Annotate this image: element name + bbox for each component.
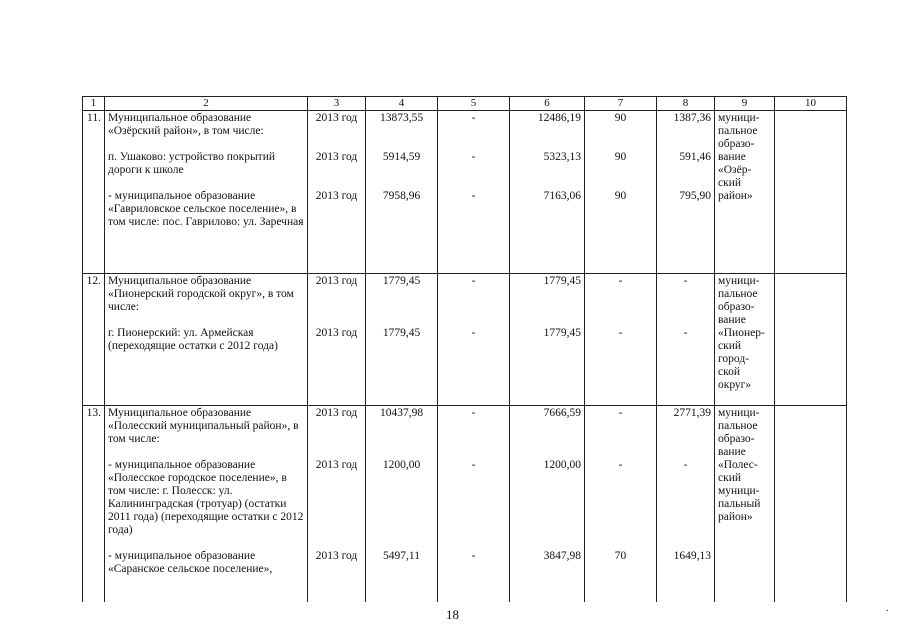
col5-cell — [438, 274, 510, 406]
value: 1779,45 — [543, 327, 581, 339]
col5-cell — [438, 406, 510, 602]
value: 2013 год — [315, 151, 358, 163]
value: 2771,39 — [673, 407, 711, 419]
value: - — [471, 112, 476, 124]
value: - — [618, 459, 623, 471]
total-cell — [366, 274, 438, 406]
recipient-cell: муници- пальное образо- вание «Пионер- ский город- ской округ» — [715, 274, 775, 406]
total-cell — [366, 406, 438, 602]
header-cell: 2 — [105, 97, 308, 111]
funding-table — [82, 96, 847, 602]
table-row — [83, 274, 847, 406]
header-row — [83, 97, 847, 111]
item-name: - муниципальное образование «Гавриловское сельское поселение», в том числе: пос. Гаврилово: ул. Заречная — [108, 190, 304, 228]
col6-cell — [510, 406, 585, 602]
value: 1200,00 — [382, 459, 421, 471]
value: 10437,98 — [379, 407, 424, 419]
percent-cell — [585, 406, 657, 602]
value: - — [471, 327, 476, 339]
item-name: Муниципальное образование «Полесский муниципальный район», в том числе: — [108, 407, 299, 445]
item-name: - муниципальное образование «Полесское городское поселение», в том числе: г. Полесск: ул. Калининградская (тротуар) (остатки 2011 года) (переходящие остатки с 2012 года) — [108, 459, 304, 536]
notes-cell — [775, 406, 847, 602]
header-cell: 7 — [585, 97, 657, 111]
year-cell — [308, 406, 366, 602]
row-number: 13. — [83, 406, 105, 602]
percent-cell — [585, 274, 657, 406]
value: 7163,06 — [543, 190, 581, 202]
header-cell: 4 — [366, 97, 438, 111]
header-cell: 6 — [510, 97, 585, 111]
value: 3847,98 — [543, 550, 581, 562]
value: 1200,00 — [543, 459, 581, 471]
header-cell: 8 — [657, 97, 715, 111]
value: 2013 год — [315, 550, 358, 562]
item-name: п. Ушаково: устройство покрытий дороги к школе — [108, 151, 276, 176]
value: 1779,45 — [382, 327, 421, 339]
recipient-cell: муници- пальное образо- вание «Полес- ский муници- пальный район» — [715, 406, 775, 602]
value: - — [618, 327, 623, 339]
value: 2013 год — [315, 459, 358, 471]
value: 2013 год — [315, 275, 358, 287]
item-name: г. Пионерский: ул. Армейская (переходящие остатки с 2012 года) — [108, 327, 278, 352]
col8-cell — [657, 274, 715, 406]
value: 7958,96 — [382, 190, 421, 202]
value: 7666,59 — [543, 407, 581, 419]
header-cell: 9 — [715, 97, 775, 111]
value: 1387,36 — [673, 112, 711, 124]
value: 2013 год — [315, 190, 358, 202]
col5-cell — [438, 111, 510, 274]
header-cell: 1 — [83, 97, 105, 111]
table-row — [83, 406, 847, 602]
col6-cell — [510, 274, 585, 406]
value: - — [683, 327, 688, 339]
table-row — [83, 111, 847, 274]
value: - — [618, 275, 623, 287]
row-number: 12. — [83, 274, 105, 406]
value: 70 — [614, 550, 627, 562]
value: 591,46 — [679, 151, 711, 163]
value: 1779,45 — [382, 275, 421, 287]
description-cell — [105, 274, 308, 406]
value: - — [471, 407, 476, 419]
value: 5914,59 — [382, 151, 421, 163]
value: 13873,55 — [379, 112, 424, 124]
footer-mark: . — [886, 603, 889, 614]
value: 90 — [614, 151, 627, 163]
value: - — [618, 407, 623, 419]
col8-cell — [657, 111, 715, 274]
col8-cell — [657, 406, 715, 602]
value: - — [471, 275, 476, 287]
value: - — [683, 275, 688, 287]
value: 90 — [614, 112, 627, 124]
value: 5323,13 — [543, 151, 581, 163]
percent-cell — [585, 111, 657, 274]
notes-cell — [775, 274, 847, 406]
value: 1649,13 — [673, 550, 711, 562]
value: - — [471, 190, 476, 202]
value: - — [471, 459, 476, 471]
value: 1779,45 — [543, 275, 581, 287]
item-name: Муниципальное образование «Озёрский район», в том числе: — [108, 112, 264, 137]
row-number: 11. — [83, 111, 105, 274]
value: 2013 год — [315, 327, 358, 339]
value: 5497,11 — [383, 550, 420, 562]
recipient-cell: муници- пальное образо- вание «Озёр- ский район» — [715, 111, 775, 274]
value: - — [471, 550, 476, 562]
value: - — [683, 459, 688, 471]
value: - — [471, 151, 476, 163]
value: 12486,19 — [537, 112, 581, 124]
header-cell: 10 — [775, 97, 847, 111]
item-name: Муниципальное образование «Пионерский городской округ», в том числе: — [108, 275, 294, 313]
value: 795,90 — [679, 190, 711, 202]
value: 2013 год — [315, 112, 358, 124]
description-cell — [105, 111, 308, 274]
col6-cell — [510, 111, 585, 274]
description-cell — [105, 406, 308, 602]
value: 90 — [614, 190, 627, 202]
year-cell — [308, 274, 366, 406]
notes-cell — [775, 111, 847, 274]
page-number: 18 — [446, 607, 459, 622]
total-cell — [366, 111, 438, 274]
value: 2013 год — [315, 407, 358, 419]
item-name: - муниципальное образование «Саранское сельское поселение», — [108, 550, 273, 575]
year-cell — [308, 111, 366, 274]
header-cell: 5 — [438, 97, 510, 111]
header-cell: 3 — [308, 97, 366, 111]
